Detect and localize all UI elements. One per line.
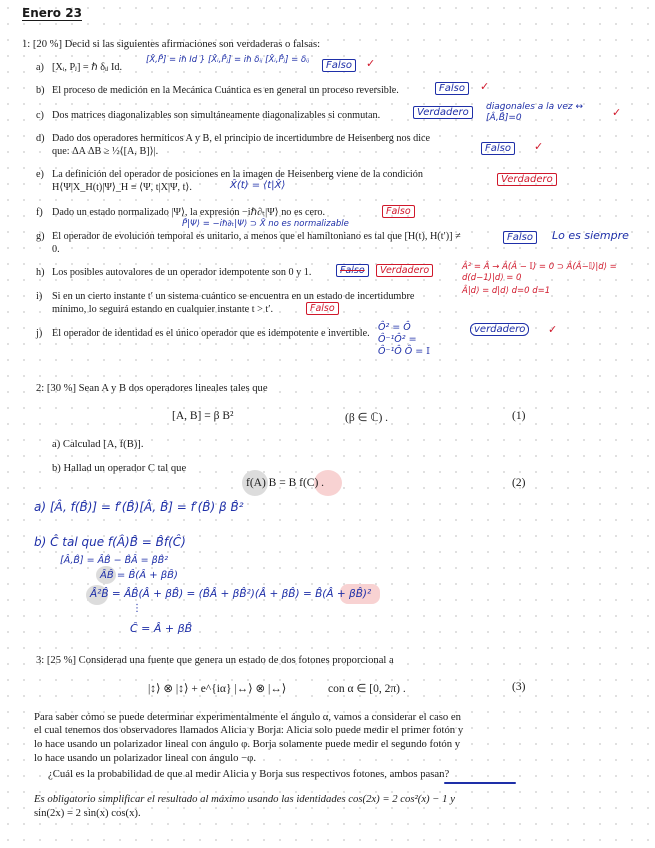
q1d-text2: que: ΔA ΔB ≥ ½⟨[A, B]⟩|. bbox=[52, 146, 159, 157]
q1h-text: Los posibles autovalores de un operador idempotente son 0 y 1. bbox=[52, 267, 312, 278]
q3-para-4: lo hace usando un polarizador lineal con ángulo −φ. bbox=[34, 752, 257, 764]
q3-eq3: |↕⟩ ⊗ |↕⟩ + e^{iα} |↔⟩ ⊗ |↔⟩ bbox=[148, 683, 287, 695]
q1h-label: h) bbox=[36, 267, 45, 278]
q1d-answer: Falso bbox=[481, 142, 515, 155]
q3-para-3: lo hace usando un polarizador lineal con ángulo φ. Borja solamente puede medir el segundo fotón y bbox=[34, 738, 461, 750]
q1g-text2: 0. bbox=[52, 244, 60, 255]
q1e-text2: H⟨Ψ|X_H(t)|Ψ⟩_H ≡ ⟨Ψ, t|X|Ψ, t⟩. bbox=[52, 182, 192, 193]
q1c-text: Dos matrices diagonalizables son simultáneamente diagonalizables si conmutan. bbox=[52, 110, 381, 121]
q3-note-1: Es obligatorio simplificar el resultado al máximo usando las identidades cos(2x) = 2 cos²(x) − 1 y bbox=[34, 793, 455, 805]
q1b-label: b) bbox=[36, 85, 45, 96]
q1e-note: X̂(t) = ⟨t|X̂⟩ bbox=[230, 180, 286, 191]
q1a-label: a) bbox=[36, 62, 44, 73]
q1i-text: Si en un cierto instante t′ un sistema cuántico se encuentra en un estado de incertidumbre bbox=[52, 291, 415, 302]
q1c-label: c) bbox=[36, 110, 44, 121]
q1e-answer: Verdadero bbox=[497, 173, 557, 186]
q2-eq1-cond: (β ∈ ℂ) . bbox=[345, 412, 389, 424]
q1f-note: P̂|Ψ⟩ = −iℏ∂ₜ|Ψ⟩ ⊃ X̂ no es normalizable bbox=[182, 219, 349, 229]
q1h-answer: Verdadero bbox=[376, 264, 433, 277]
q1h-note: Â² = Â → Â(Â − 𝕀) = 0 ⊃ Â(Â−𝕀)|d⟩ = d(d−1)|d⟩ = 0 bbox=[462, 262, 617, 283]
q1g-note: Lo es siempre bbox=[552, 229, 629, 242]
q2-eq2-num: (2) bbox=[512, 477, 526, 489]
q1h-note2: Â|d⟩ = d|d⟩ d=0 d=1 bbox=[462, 286, 551, 296]
q1i-text2: mínimo, lo seguirá estando en cualquier instante t > t′. bbox=[52, 304, 274, 315]
q3-para-1: Para saber cómo se puede determinar experimentalmente el ángulo α, vamos a considerar el caso en bbox=[34, 711, 461, 723]
q1a-answer: Falso bbox=[322, 59, 356, 72]
q1g-answer: Falso bbox=[503, 231, 537, 244]
check-icon: ✓ bbox=[480, 80, 490, 93]
q1-intro: 1: [20 %] Decid si las siguientes afirmaciones son verdaderas o falsas: bbox=[22, 39, 321, 50]
q1a-text: [Xᵢ, Pⱼ] = ℏ δᵢⱼ Id. bbox=[52, 62, 123, 73]
q1j-text: El operador de identidad es el único operador que es idempotente e invertible. bbox=[52, 328, 370, 339]
check-icon: ✓ bbox=[366, 57, 376, 70]
q1d-label: d) bbox=[36, 133, 45, 144]
q1f-text: Dado un estado normalizado |Ψ⟩, la expresión −iℏ∂ₜ|Ψ⟩ no es cero. bbox=[52, 207, 326, 218]
q2-intro: 2: [30 %] Sean A y B dos operadores lineales tales que bbox=[36, 383, 268, 394]
q2-sol-b3: Â²B̂ = ÂB̂(Â + βB̂) = (B̂Â + βB̂²)(Â + βB̂) = B̂(Â + βB̂)² bbox=[90, 588, 372, 600]
q2-part-b: b) Hallad un operador C tal que bbox=[52, 463, 187, 474]
q1i-answer: Falso bbox=[306, 302, 339, 315]
q1c-answer: Verdadero bbox=[413, 106, 473, 119]
q1e-text: La definición del operador de posiciones en la imagen de Heisenberg viene de la condición bbox=[52, 169, 423, 180]
q2-sol-b1: [Â,B̂] = ÂB̂ − B̂Â = βB̂² bbox=[60, 555, 169, 566]
q1f-label: f) bbox=[36, 207, 43, 218]
q1b-answer: Falso bbox=[435, 82, 469, 95]
q2-sol-b2: ÂB̂ = B̂(Â + βB̂) bbox=[100, 570, 178, 581]
q2-eq2: f(A) B = B f(C) . bbox=[246, 477, 325, 489]
check-icon: ✓ bbox=[612, 106, 622, 119]
q1j-label: j) bbox=[36, 328, 43, 339]
q2-sol-b5: Ĉ = Â + βB̂ bbox=[130, 622, 193, 635]
q1e-label: e) bbox=[36, 169, 44, 180]
underline-mark bbox=[444, 782, 516, 784]
q1j-note: Ô² = Ô Ô⁻¹Ô² = Ô⁻¹Ô Ô = 𝕀 bbox=[378, 322, 431, 357]
q2-sol-b4: ⋮ bbox=[132, 603, 142, 614]
q2-eq1-num: (1) bbox=[512, 410, 526, 422]
q1h-answer-crossed: Falso bbox=[336, 264, 369, 277]
q3-para-2: el cual tenemos dos observadores llamados Alicia y Borja: Alicia solo puede medir el primer fotón y bbox=[34, 724, 464, 736]
q2-sol-b: b) Ĉ tal que f(Â)B̂ = B̂f(Ĉ) bbox=[34, 535, 186, 549]
q1b-text: El proceso de medición en la Mecánica Cuántica es en general un proceso reversible. bbox=[52, 85, 399, 96]
q3-question: ¿Cuál es la probabilidad de que al medir Alicia y Borja sus respectivos fotones, ambos pasan? bbox=[48, 768, 450, 780]
q2-eq1: [A, B] = β B² bbox=[172, 410, 234, 422]
q3-note-2: sin(2x) = 2 sin(x) cos(x). bbox=[34, 807, 141, 819]
q1j-answer: verdadero bbox=[470, 323, 529, 336]
page-header: Enero 23 bbox=[22, 6, 82, 20]
check-icon: ✓ bbox=[534, 140, 544, 153]
q2-part-a: a) Calculad [A, f(B)]. bbox=[52, 439, 144, 450]
q1i-label: i) bbox=[36, 291, 43, 302]
q1g-label: g) bbox=[36, 231, 45, 242]
q3-eq3-num: (3) bbox=[512, 681, 526, 693]
q1f-answer: Falso bbox=[382, 205, 415, 218]
q1d-text: Dado dos operadores hermíticos A y B, el principio de incertidumbre de Heisenberg nos dice bbox=[52, 133, 431, 144]
q2-sol-a: a) [Â, f(B̂)] = f′(B̂)[Â, B̂] = f′(B̂) β B̂² bbox=[34, 500, 244, 514]
q3-intro: 3: [25 %] Considerad una fuente que genera un estado de dos fotones proporcional a bbox=[36, 655, 394, 666]
q3-eq3-cond: con α ∈ [0, 2π) . bbox=[328, 683, 406, 695]
q1g-text: El operador de evolución temporal es unitario, a menos que el hamiltoniano es tal que [H(t), H(t′)] ≠ bbox=[52, 231, 461, 242]
q1c-note: diagonales a la vez ↔ [Â,B̂]=0 bbox=[486, 102, 583, 123]
check-icon: ✓ bbox=[548, 323, 558, 336]
q1a-note: [X̂,P̂] = iℏ Id } [X̂ᵢ,P̂ⱼ] = iℏ δᵢⱼ [X̂ᵢ,P̂ⱼ] = δᵢⱼ bbox=[146, 55, 310, 65]
